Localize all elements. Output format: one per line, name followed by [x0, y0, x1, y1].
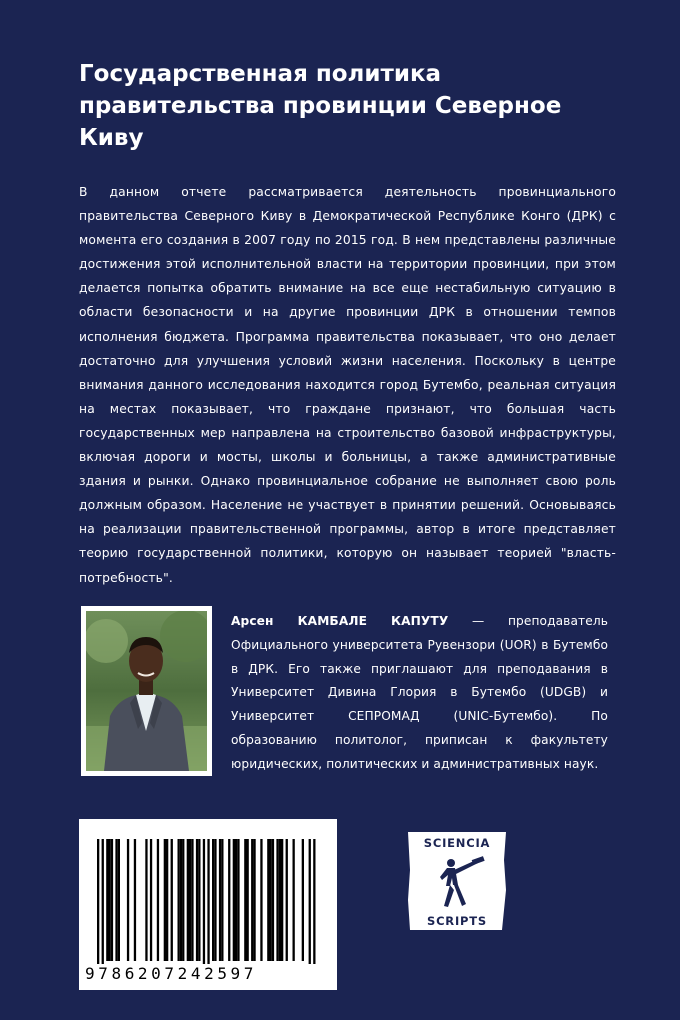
barcode-bar: [166, 839, 168, 961]
barcode-bar: [251, 839, 253, 961]
barcode-bar: [244, 839, 246, 961]
barcode-bar: [253, 839, 255, 961]
barcode-bar: [187, 839, 189, 961]
barcode-bar: [196, 839, 198, 961]
publisher-logo-bottom-text: SCRIPTS: [426, 914, 487, 928]
barcode: [79, 819, 337, 990]
barcode-bar: [180, 839, 182, 961]
barcode-bar: [207, 839, 209, 964]
barcode-bar: [106, 839, 108, 961]
book-title: Государственная политика правительства провинции Северное Киву: [79, 61, 562, 151]
barcode-bar: [189, 839, 191, 961]
publisher-logo: [406, 830, 508, 932]
barcode-bar: [309, 839, 311, 964]
barcode-bar: [235, 839, 237, 961]
author-photo-frame: [81, 606, 212, 776]
author-bio-text: — преподаватель Официального университета Рувензори (UOR) в Бутембо в ДРК. Его также приглашают для преподавания в Университет Дивина Глория в Бутембо (UDGB) и Университет СЕПРОМАД (UNIC-Бутембо). По образованию политолог, приписан к факультету юридических, политических и административных наук.: [231, 614, 608, 771]
barcode-bar: [260, 839, 262, 961]
barcode-bar: [164, 839, 166, 961]
barcode-bars: [79, 819, 337, 964]
barcode-bar: [237, 839, 239, 961]
barcode-bar: [118, 839, 120, 961]
barcode-bar: [157, 839, 159, 961]
barcode-bar: [286, 839, 288, 961]
barcode-bar: [270, 839, 272, 961]
barcode-bar: [127, 839, 129, 961]
barcode-bar: [228, 839, 230, 961]
barcode-bar: [279, 839, 281, 961]
author-photo: [86, 611, 207, 771]
barcode-bar: [134, 839, 136, 961]
barcode-bar: [198, 839, 200, 961]
barcode-bar: [267, 839, 269, 961]
barcode-bar: [191, 839, 193, 961]
barcode-bar: [233, 839, 235, 961]
barcode-bar: [178, 839, 180, 961]
barcode-bar: [97, 839, 99, 964]
barcode-bar: [272, 839, 274, 961]
barcode-bar: [182, 839, 184, 961]
barcode-bar: [281, 839, 283, 961]
barcode-bar: [109, 839, 111, 961]
barcode-bar: [111, 839, 113, 961]
barcode-bar: [219, 839, 221, 961]
publisher-logo-top-text: SCIENCIA: [423, 836, 491, 850]
barcode-bar: [203, 839, 205, 964]
barcode-bar: [302, 839, 304, 961]
barcode-bar: [150, 839, 152, 961]
author-name: Арсен КАМБАЛЕ КАПУТУ: [231, 614, 449, 628]
barcode-bar: [214, 839, 216, 961]
barcode-bar: [221, 839, 223, 961]
barcode-digits: 9786207242597: [85, 964, 258, 983]
barcode-bar: [145, 839, 147, 961]
barcode-bar: [102, 839, 104, 964]
book-abstract: В данном отчете рассматривается деятельность провинциального правительства Северного Киву в Демократической Республике Конго (ДРК) с момента его создания в 2007 году по 2015 год. В нем представлены различные достижения этой исполнительной власти на территории провинции, при этом делается попытка обратить внимание на все еще нестабильную ситуацию в области безопасности и на другие провинции ДРК в отношении темпов исполнения бюджета. Программа правительства показывает, что оно делает достаточно для улучшения условий жизни населения. Поскольку в центре внимания данного исследования находится город Бутембо, реальная ситуация на местах показывает, что граждане признают, что большая часть государственных мер направлена на строительство базовой инфраструктуры, включая дороги и мосты, школы и больницы, а также административные здания и рынки. Однако провинциальное собрание не выполняет свою роль должным образом. Население не участвует в принятии решений. Основываясь на реализации правительственной программы, автор в итоге представляет теорию государственной политики, которую он называет теорией "власть-потребность".: [79, 185, 616, 585]
barcode-bar: [313, 839, 315, 964]
barcode-bar: [171, 839, 173, 961]
barcode-bar: [247, 839, 249, 961]
barcode-bar: [276, 839, 278, 961]
barcode-bar: [115, 839, 117, 961]
barcode-bar: [212, 839, 214, 961]
barcode-bar: [293, 839, 295, 961]
author-bio: [231, 610, 608, 777]
